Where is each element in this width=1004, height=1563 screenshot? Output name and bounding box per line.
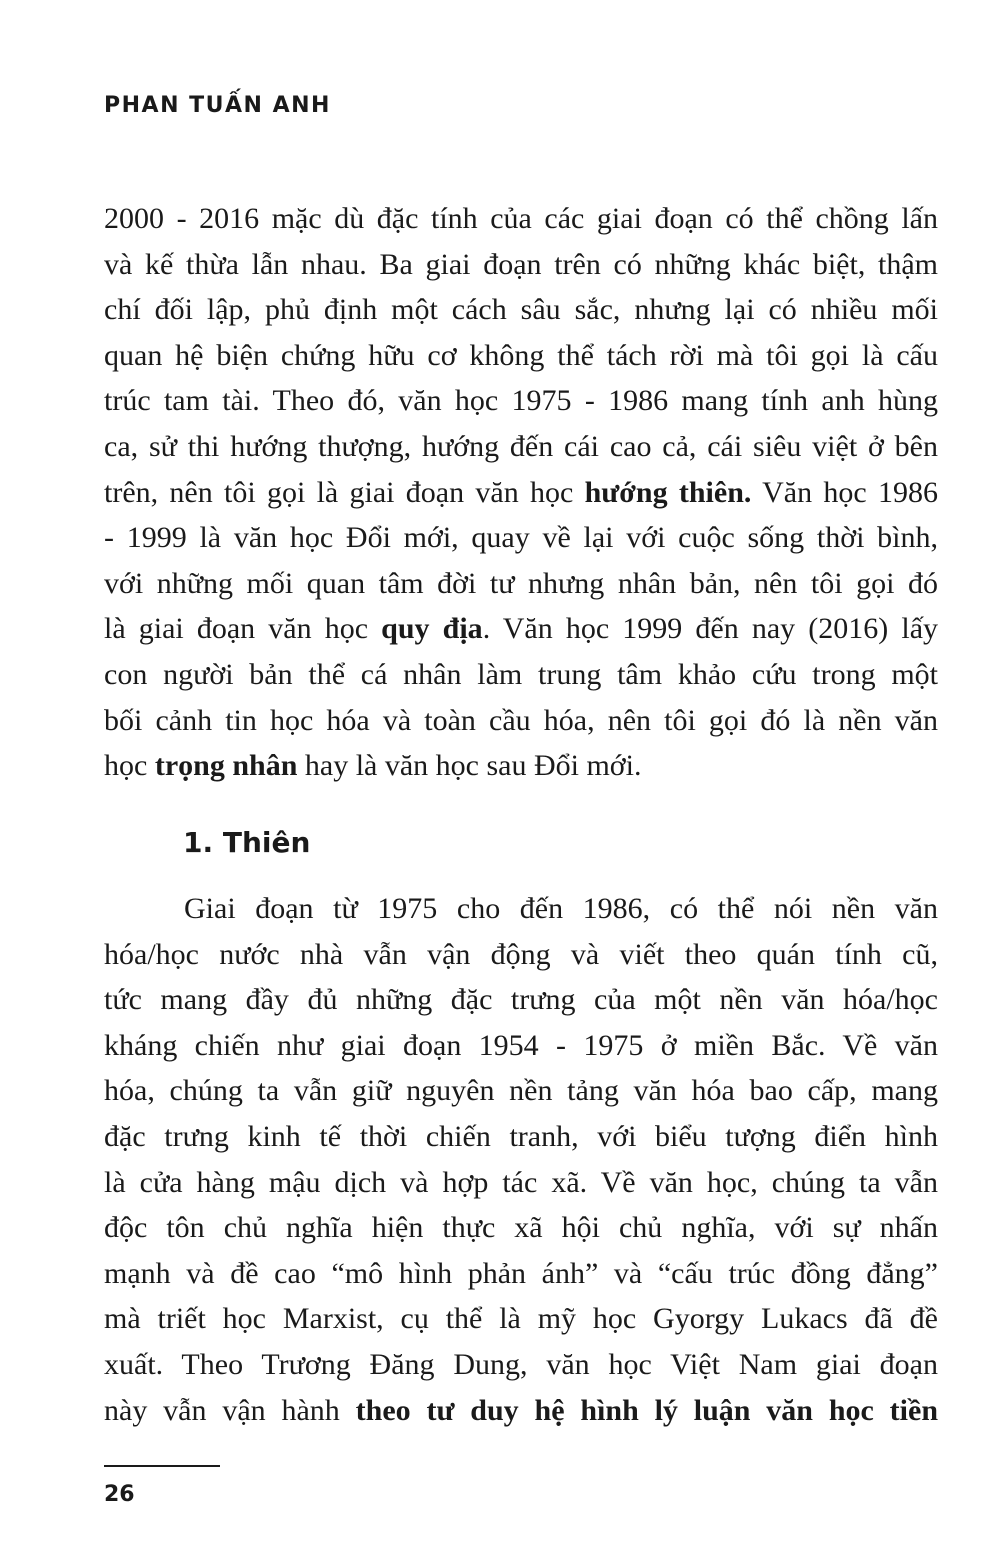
text-line: với những mối quan tâm đời tư nhưng nhân bản, nên tôi gọi đó (104, 566, 938, 600)
running-header-author: PHAN TUẤN ANH (104, 93, 331, 118)
bold-phrase-he-hinh: theo tư duy hệ hình lý luận văn học tiền (355, 1393, 939, 1427)
text-line: mà triết học Marxist, cụ thể là mỹ học Gyorgy Lukacs đã đề (104, 1302, 938, 1336)
bold-term-trong-nhan: trọng nhân (154, 749, 298, 783)
text-line: 2000 - 2016 mặc dù đặc tính của các giai đoạn có thể chồng lấn (104, 202, 938, 235)
text-line: con người bản thể cá nhân làm trung tâm khảo cứu trong một (104, 657, 938, 691)
text-line: là cửa hàng mậu dịch và hợp tác xã. Về văn học, chúng ta vẫn (104, 1165, 938, 1199)
text-line: trúc tam tài. Theo đó, văn học 1975 - 1986 mang tính anh hùng (104, 384, 938, 418)
footer-divider (104, 1465, 220, 1467)
text-line: và kế thừa lẫn nhau. Ba giai đoạn trên có những khác biệt, thậm (104, 247, 938, 281)
bold-term-huong-thien: hướng thiên. (584, 475, 752, 509)
text-line: kháng chiến như giai đoạn 1954 - 1975 ở miền Bắc. Về văn (104, 1028, 938, 1062)
text-line: chí đối lập, phủ định một cách sâu sắc, nhưng lại có nhiều mối (104, 293, 938, 327)
text-line: trên, nên tôi gọi là giai đoạn văn học hướng thiên. Văn học 1986 (104, 475, 938, 509)
text-line: ca, sử thi hướng thượng, hướng đến cái cao cả, cái siêu việt ở bên (104, 429, 938, 463)
bold-term-quy-dia: quy địa (381, 612, 483, 646)
paragraph-2 (104, 886, 938, 1433)
text-line: xuất. Theo Trương Đăng Dung, văn học Việt Nam giai đoạn (104, 1347, 938, 1381)
text-line: hóa/học nước nhà vẫn vận động và viết theo quán tính cũ, (104, 937, 938, 971)
text-line: quan hệ biện chứng hữu cơ không thể tách rời mà tôi gọi là cấu (104, 338, 938, 372)
text-line: bối cảnh tin học hóa và toàn cầu hóa, nên tôi gọi đó là nền văn (104, 703, 938, 737)
text-line: này vẫn vận hành theo tư duy hệ hình lý luận văn học tiền (104, 1393, 939, 1427)
text-line: Giai đoạn từ 1975 cho đến 1986, có thể nói nền văn (184, 892, 938, 925)
page-number: 26 (104, 1482, 135, 1507)
text-line: mạnh và đề cao “mô hình phản ánh” và “cấu trúc đồng đẳng” (104, 1256, 938, 1290)
section-heading: 1. Thiên (183, 826, 311, 859)
text-line: là giai đoạn văn học quy địa. Văn học 1999 đến nay (2016) lấy (104, 612, 939, 646)
text-line: hóa, chúng ta vẫn giữ nguyên nền tảng văn hóa bao cấp, mang (104, 1074, 938, 1108)
text-line: học trọng nhân hay là văn học sau Đổi mới. (104, 749, 642, 783)
text-line: tức mang đầy đủ những đặc trưng của một nền văn hóa/học (104, 983, 938, 1017)
text-line: độc tôn chủ nghĩa hiện thực xã hội chủ nghĩa, với sự nhấn (104, 1211, 938, 1245)
text-line: - 1999 là văn học Đổi mới, quay về lại với cuộc sống thời bình, (104, 521, 938, 555)
text-line: đặc trưng kinh tế thời chiến tranh, với biểu tượng điển hình (104, 1119, 938, 1153)
paragraph-1 (104, 196, 938, 789)
